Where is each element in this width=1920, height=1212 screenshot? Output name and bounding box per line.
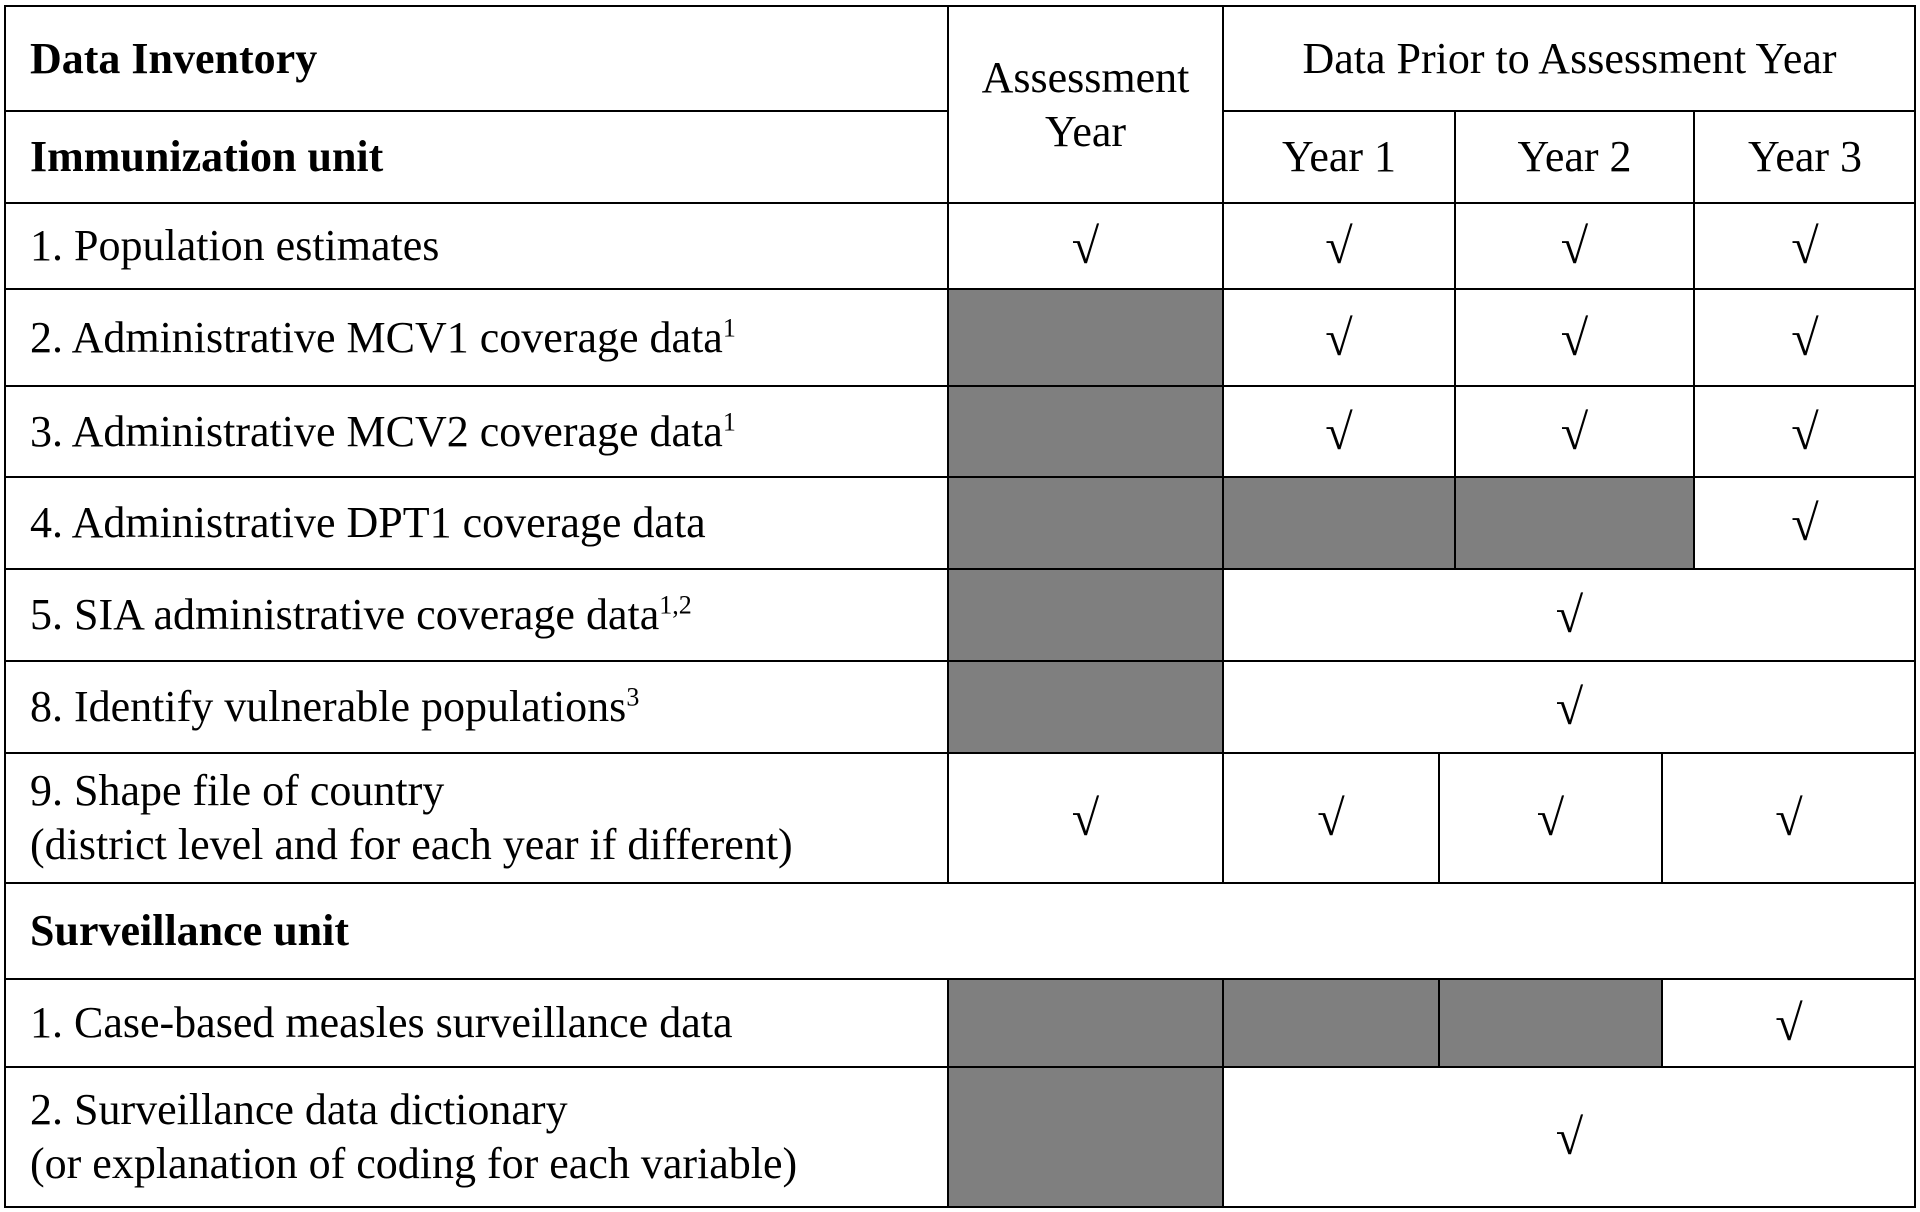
header-text: Year 2 xyxy=(1517,132,1632,182)
table-rule xyxy=(947,753,949,883)
row-label-text xyxy=(30,1083,797,1190)
row-label-line xyxy=(30,1137,797,1191)
section-heading-text: Immunization unit xyxy=(30,132,384,182)
table-rule xyxy=(1914,6,1916,1207)
row-label xyxy=(4,661,948,753)
row-label xyxy=(4,569,948,661)
table-rule xyxy=(4,1066,1916,1068)
check-cell xyxy=(1223,753,1439,883)
table-rule xyxy=(1454,386,1456,477)
check-mark-icon: √ xyxy=(1560,218,1589,274)
check-mark-icon: √ xyxy=(1555,1109,1584,1165)
check-cell xyxy=(1439,753,1662,883)
table-rule xyxy=(1222,979,1224,1067)
check-mark-icon: √ xyxy=(1555,587,1584,643)
shaded-cell xyxy=(948,289,1223,386)
row-label xyxy=(4,1067,948,1207)
year-header-3 xyxy=(1694,111,1916,203)
shaded-cell xyxy=(948,477,1223,569)
shaded-cell xyxy=(1223,979,1439,1067)
row-label-text xyxy=(30,764,793,871)
check-cell xyxy=(948,203,1223,289)
check-mark-icon: √ xyxy=(1791,218,1819,274)
row-label-line xyxy=(30,405,736,459)
check-cell xyxy=(1694,386,1916,477)
row-label-line xyxy=(30,311,736,365)
table-rule xyxy=(1693,386,1695,477)
label-text: 4. Administrative DPT1 coverage data xyxy=(30,498,706,548)
shaded-cell xyxy=(948,569,1223,661)
table-rule xyxy=(947,386,949,477)
row-label-line xyxy=(30,1083,797,1137)
check-cell xyxy=(1455,203,1694,289)
check-mark-icon: √ xyxy=(1775,995,1803,1051)
row-label xyxy=(4,477,948,569)
table-rule xyxy=(1222,6,1224,203)
header-line xyxy=(982,51,1190,105)
table-rule xyxy=(1222,289,1224,386)
row-label-text xyxy=(30,219,439,273)
table-rule xyxy=(4,110,948,112)
assessment-year-header xyxy=(948,6,1223,203)
table-rule xyxy=(1222,1067,1224,1207)
table-title xyxy=(4,6,948,111)
table-rule xyxy=(1223,110,1916,112)
table-rule xyxy=(4,5,1916,7)
check-mark-icon: √ xyxy=(1560,309,1589,366)
row-label-line xyxy=(30,680,639,734)
table-rule xyxy=(947,6,949,203)
row-label-text xyxy=(30,588,692,642)
table-rule xyxy=(1222,203,1224,289)
check-mark-icon: √ xyxy=(1325,403,1353,460)
check-cell xyxy=(1223,386,1455,477)
table-rule xyxy=(4,882,1916,884)
table-rule xyxy=(947,203,949,289)
check-mark-icon: √ xyxy=(1325,309,1353,366)
row-label-line xyxy=(30,818,793,872)
check-mark-icon: √ xyxy=(1071,790,1100,846)
table-rule xyxy=(1661,753,1663,883)
shaded-cell xyxy=(948,661,1223,753)
row-label-line xyxy=(30,996,733,1050)
table-rule xyxy=(1454,477,1456,569)
check-mark-icon: √ xyxy=(1791,403,1819,460)
label-text: 2. Surveillance data dictionary xyxy=(30,1085,568,1135)
header-text: Year 3 xyxy=(1747,132,1863,182)
header-text: Data Prior to Assessment Year xyxy=(1302,33,1837,83)
table-rule xyxy=(4,978,1916,980)
section-heading-surveillance xyxy=(4,883,1916,979)
table-rule xyxy=(1693,203,1695,289)
check-mark-icon: √ xyxy=(1325,218,1353,274)
table-rule xyxy=(1454,203,1456,289)
footnote-marker: 1,2 xyxy=(659,590,692,620)
row-label xyxy=(4,203,948,289)
table-rule xyxy=(4,568,1916,570)
table-rule xyxy=(1693,111,1695,203)
check-cell xyxy=(1694,203,1916,289)
check-cell xyxy=(1455,386,1694,477)
table-rule xyxy=(1693,289,1695,386)
check-mark-icon: √ xyxy=(1555,679,1584,735)
section-heading-immunization xyxy=(4,111,948,203)
check-cell xyxy=(1662,753,1916,883)
check-cell xyxy=(1223,569,1916,661)
table-rule xyxy=(4,288,1916,290)
table-rule xyxy=(1438,753,1440,883)
row-label xyxy=(4,386,948,477)
row-label xyxy=(4,289,948,386)
label-text: (district level and for each year if different) xyxy=(30,820,793,869)
row-label-text xyxy=(30,311,736,365)
table-rule xyxy=(4,6,6,1207)
table-rule xyxy=(947,979,949,1067)
label-text: 8. Identify vulnerable populations xyxy=(30,682,627,732)
check-cell xyxy=(1223,1067,1916,1207)
shaded-cell xyxy=(1439,979,1662,1067)
check-mark-icon: √ xyxy=(1536,790,1565,846)
footnote-marker: 3 xyxy=(626,682,640,712)
table-rule xyxy=(1222,569,1224,661)
check-cell xyxy=(1223,289,1455,386)
table-rule xyxy=(4,1206,1916,1208)
shaded-cell xyxy=(948,386,1223,477)
row-label-line xyxy=(30,219,439,273)
table-rule xyxy=(947,1067,949,1207)
check-cell xyxy=(1223,203,1455,289)
table-rule xyxy=(1454,289,1456,386)
row-label-text xyxy=(30,405,736,459)
table-rule xyxy=(947,289,949,386)
table-rule xyxy=(1693,477,1695,569)
label-text: 1. Population estimates xyxy=(30,221,440,271)
label-text: 9. Shape file of country xyxy=(30,766,445,816)
check-mark-icon: √ xyxy=(1791,309,1819,366)
year-header-2 xyxy=(1455,111,1694,203)
check-mark-icon: √ xyxy=(1791,495,1819,551)
table-rule xyxy=(1454,111,1456,203)
table-rule xyxy=(1222,661,1224,753)
row-label-text xyxy=(30,680,639,734)
check-cell xyxy=(1455,289,1694,386)
shaded-cell xyxy=(1223,477,1455,569)
section-heading-text: Surveillance unit xyxy=(30,906,350,956)
table-rule xyxy=(1222,753,1224,883)
table-rule xyxy=(4,385,1916,387)
shaded-cell xyxy=(948,979,1223,1067)
check-mark-icon: √ xyxy=(1317,790,1345,846)
check-cell xyxy=(948,753,1223,883)
check-mark-icon: √ xyxy=(1071,218,1100,274)
table-rule xyxy=(1438,979,1440,1067)
check-mark-icon: √ xyxy=(1560,403,1589,460)
check-cell xyxy=(1694,289,1916,386)
table-rule xyxy=(1222,386,1224,477)
table-rule xyxy=(4,476,1916,478)
label-text: 2. Administrative MCV1 coverage data xyxy=(30,312,723,362)
footnote-marker: 1 xyxy=(722,407,736,436)
table-rule xyxy=(1661,979,1663,1067)
row-label xyxy=(4,979,948,1067)
check-cell xyxy=(1694,477,1916,569)
row-label-text xyxy=(30,996,733,1050)
shaded-cell xyxy=(948,1067,1223,1207)
row-label-line xyxy=(30,588,692,642)
header-text: Year 1 xyxy=(1281,132,1397,182)
header-line xyxy=(982,105,1190,159)
check-mark-icon: √ xyxy=(1775,790,1803,846)
label-text: 5. SIA administrative coverage data xyxy=(30,590,660,640)
year-header-1 xyxy=(1223,111,1455,203)
row-label-line xyxy=(30,496,706,550)
table-title-text: Data Inventory xyxy=(30,33,318,83)
header-text: Year xyxy=(1044,106,1127,156)
table-rule xyxy=(947,661,949,753)
header-text: Assessment xyxy=(981,52,1190,102)
table-rule xyxy=(4,752,1916,754)
prior-years-header xyxy=(1223,6,1916,111)
check-cell xyxy=(1662,979,1916,1067)
shaded-cell xyxy=(1455,477,1694,569)
table-rule xyxy=(4,660,1916,662)
assessment-year-text xyxy=(982,51,1190,158)
table-rule xyxy=(1222,477,1224,569)
check-cell xyxy=(1223,661,1916,753)
label-text: (or explanation of coding for each variable) xyxy=(30,1139,798,1188)
table-rule xyxy=(947,477,949,569)
row-label-text xyxy=(30,496,706,550)
label-text: 3. Administrative MCV2 coverage data xyxy=(30,406,723,456)
row-label-line xyxy=(30,764,793,818)
label-text: 1. Case-based measles surveillance data xyxy=(30,998,733,1048)
footnote-marker: 1 xyxy=(722,313,736,342)
table-rule xyxy=(947,569,949,661)
row-label xyxy=(4,753,948,883)
table-rule xyxy=(4,202,1916,204)
